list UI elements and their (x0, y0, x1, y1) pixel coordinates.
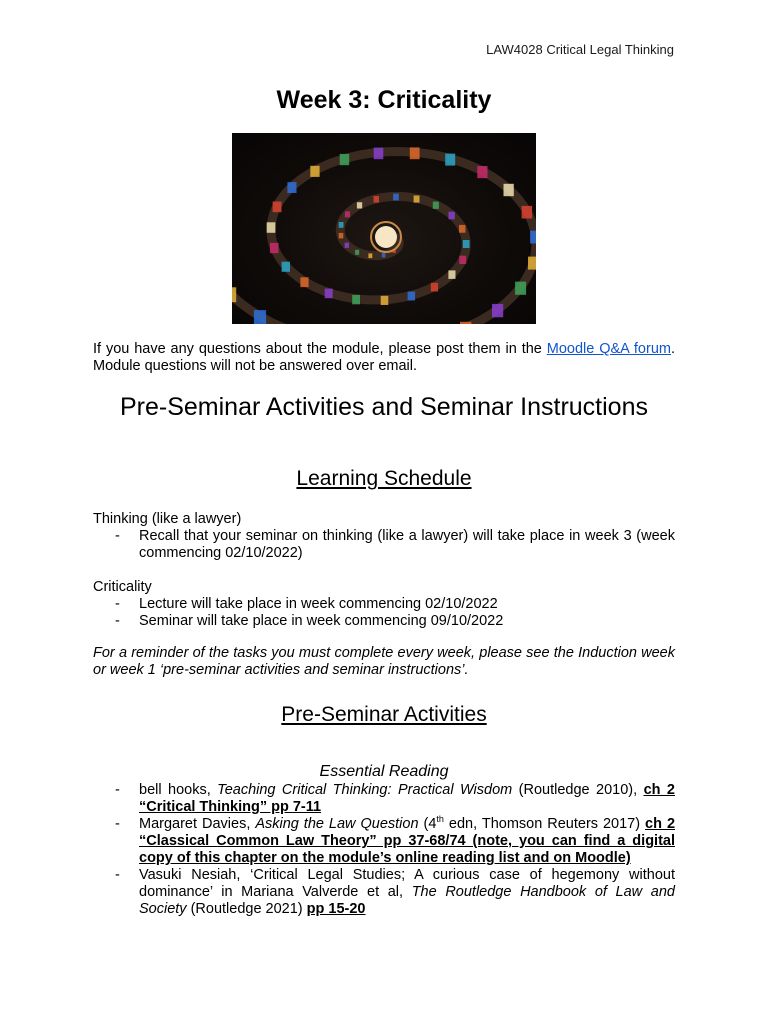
stained-glass-window (345, 211, 350, 217)
thinking-label: Thinking (like a lawyer) (93, 511, 242, 527)
lecture-item-text: Lecture will take place in week commencing 02/10/2022 (139, 596, 498, 612)
stained-glass-window (492, 304, 503, 317)
reading-title: Asking the Law Question (255, 816, 419, 832)
stained-glass-window (393, 194, 399, 201)
stained-glass-window (445, 154, 455, 166)
section-heading: Pre-Seminar Activities and Seminar Instructions (120, 393, 648, 421)
stained-glass-window (433, 202, 439, 209)
stained-glass-window (352, 295, 360, 304)
reading-publisher: (Routledge 2010), (512, 782, 644, 798)
stained-glass-window (282, 262, 290, 272)
edition-superscript: th (436, 814, 444, 825)
stained-glass-window (449, 212, 455, 220)
center-glow (375, 226, 397, 248)
notice-text-after: . Module questions will not be answered over email. (93, 341, 676, 374)
spiral-illustration (232, 133, 536, 324)
stained-glass-window (270, 243, 279, 253)
reading-list (93, 782, 675, 918)
stained-glass-window (310, 166, 319, 177)
reading-chapter: ch 2 “Critical Thinking” pp 7-11 (139, 782, 675, 815)
essential-reading-heading: Essential Reading (319, 763, 449, 780)
stained-glass-window (267, 222, 276, 233)
stained-glass-window (357, 202, 362, 208)
reminder-note: For a reminder of the tasks you must complete every week, please see the Induction week or week 1 ‘pre-seminar activities and seminar instructions’. (93, 645, 675, 678)
stained-glass-window (254, 310, 266, 324)
stained-glass-window (300, 277, 308, 287)
reading-title: Teaching Critical Thinking: Practical Wisdom (217, 782, 513, 798)
reading-item: - Margaret Davies, Asking the Law Question (4th edn, Thomson Reuters 2017) ch 2 “Classical Common Law Theory” pp 37-68/74 (note, you can find a digital copy of this chapter on the module’s online reading list and on Moodle) (115, 814, 676, 866)
stained-glass-window (459, 225, 466, 233)
stained-glass-window (463, 240, 470, 248)
stained-glass-window (448, 270, 455, 279)
stained-glass-window (528, 257, 536, 270)
list-item: - Recall that your seminar on thinking (like a lawyer) will take place in week 3 (week commencing 02/10/2022) (115, 528, 675, 561)
stained-glass-window (339, 233, 344, 239)
list-item: - Lecture will take place in week commencing 02/10/2022 (115, 596, 498, 612)
course-header: LAW4028 Critical Legal Thinking (486, 42, 674, 57)
reading-title: The Routledge Handbook of Law and Society (139, 884, 675, 917)
reading-author: Vasuki Nesiah, ‘Critical Legal Studies; A curious case of hegemony without dominance’ in Mariana Valverde et al, (139, 867, 675, 900)
reading-publisher: (4 (418, 816, 437, 832)
page-title: Week 3: Criticality (276, 86, 492, 114)
stained-glass-window (368, 253, 372, 258)
spiral-stained-glass-image (232, 133, 536, 324)
stained-glass-window (522, 206, 533, 219)
stained-glass-window (355, 250, 359, 255)
stained-glass-window (287, 182, 296, 193)
pre-seminar-heading: Pre-Seminar Activities (281, 703, 487, 726)
reading-publisher: (Routledge 2021) (186, 901, 307, 917)
stained-glass-window (345, 243, 349, 248)
reading-author: Margaret Davies, (139, 816, 256, 832)
stained-glass-window (515, 282, 526, 295)
stained-glass-window (382, 253, 386, 257)
notice-text-before: If you have any questions about the module, please post them in the (93, 341, 547, 357)
stained-glass-window (459, 256, 466, 264)
stained-glass-window (374, 148, 384, 160)
reading-chapter: ch 2 “Classical Common Law Theory” pp 37-68/74 (note, you can find a digital copy of this chapter on the module’s online reading list and on Moodle) (139, 816, 676, 866)
stained-glass-window (408, 292, 416, 301)
stained-glass-window (530, 231, 536, 244)
criticality-label: Criticality (93, 579, 152, 595)
reading-item: - Vasuki Nesiah, ‘Critical Legal Studies; A curious case of hegemony without dominance’ in Mariana Valverde et al, The Routledge Handbook of Law and Society (Routledge 2021) pp 15-20 (115, 867, 675, 917)
moodle-qa-forum-link[interactable]: Moodle Q&A forum (546, 341, 671, 357)
thinking-item-text: Recall that your seminar on thinking (like a lawyer) will take place in week 3 (week commencing 02/10/2022) (139, 528, 675, 561)
stained-glass-window (410, 147, 420, 159)
stained-glass-window (232, 287, 236, 302)
reading-publisher-rest: edn, Thomson Reuters 2017) (443, 816, 646, 832)
reading-chapter: pp 15-20 (306, 901, 366, 917)
stained-glass-window (477, 166, 487, 178)
learning-schedule-heading: Learning Schedule (296, 467, 472, 490)
list-item: - Seminar will take place in week commencing 09/10/2022 (115, 613, 504, 629)
stained-glass-window (273, 202, 282, 213)
stained-glass-window (374, 196, 380, 203)
stained-glass-window (339, 222, 344, 228)
stained-glass-window (504, 184, 514, 196)
stained-glass-window (381, 296, 389, 305)
questions-notice (93, 341, 675, 375)
stained-glass-window (431, 283, 438, 292)
reading-author: bell hooks, (139, 782, 218, 798)
stained-glass-window (325, 289, 333, 299)
stained-glass-window (414, 196, 420, 203)
criticality-list (93, 596, 675, 630)
thinking-list (93, 528, 675, 562)
stained-glass-window (460, 322, 471, 324)
seminar-item-text: Seminar will take place in week commencing 09/10/2022 (139, 613, 504, 629)
stained-glass-window (340, 154, 350, 165)
reading-item: - bell hooks, Teaching Critical Thinking: Practical Wisdom (Routledge 2010), ch 2 “Critical Thinking” pp 7-11 (115, 782, 675, 815)
